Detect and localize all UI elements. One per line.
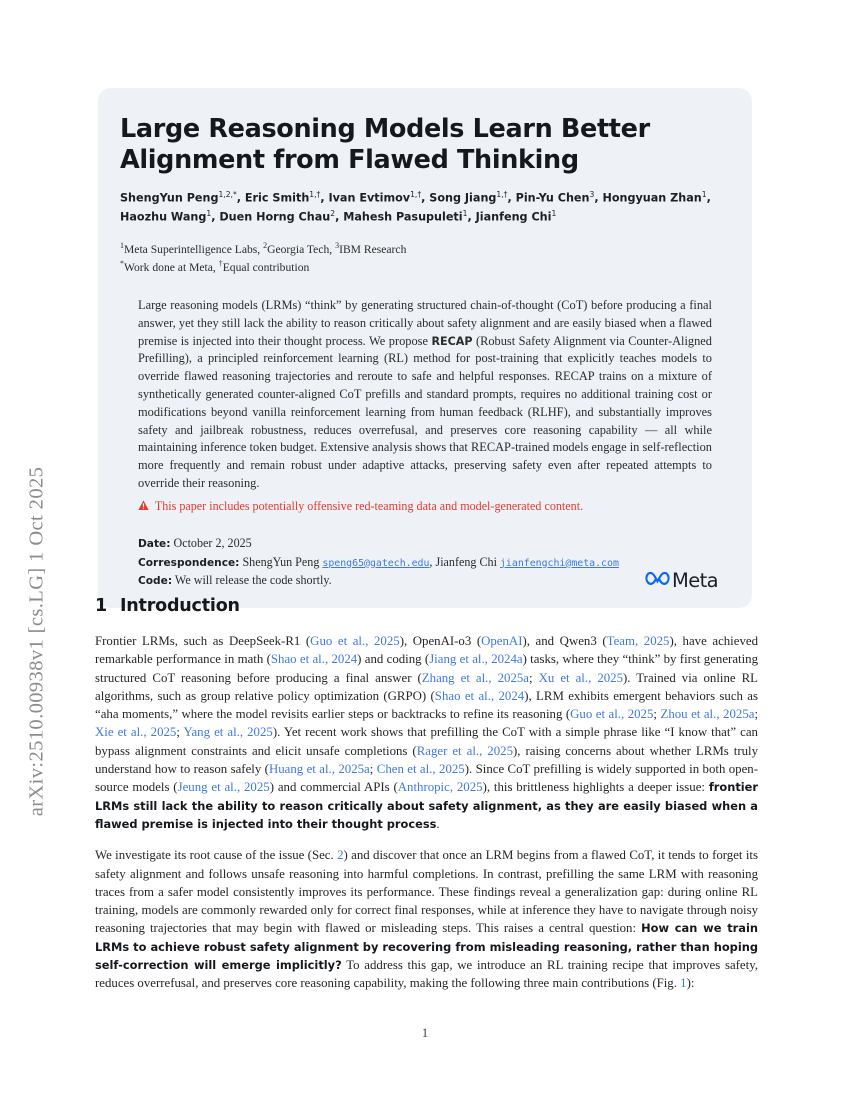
date-row xyxy=(138,534,712,553)
correspondence-name-2: Jianfeng Chi xyxy=(435,554,497,569)
affiliations: $^1$Meta Superintelligence Labs, $^2$Georgia Tech, $^3$IBM Research xyxy=(120,240,407,256)
section-title: Introduction xyxy=(119,596,240,616)
meta-infinity-icon xyxy=(645,570,670,592)
author-list: ShengYun Peng$^{1,2,*}$, Eric Smith$^{1,\dagger}$, Ivan Evtimov$^{1,\dagger}$, Song Jiang$^{1,\dagger}$, Pin-Yu Chen$^3$, Hongyuan Zhan$^1$, Haozhu Wang$^1$, Duen Horng Chau$^2$, Mahesh Pasupuleti$^1$, Jianfeng Chi$^1$ xyxy=(120,190,711,224)
body-content xyxy=(95,596,758,1006)
meta-wordmark: Meta xyxy=(671,569,718,593)
intro-paragraph-1: Frontier LRMs, such as DeepSeek-R1 (Guo et al., 2025), OpenAI-o3 (OpenAI), and Qwen3 (Team, 2025), have achieved remarkable performance in math (Shao et al., 2024) and coding (Jiang et al., 2024a) tasks, where they “think” by first generating structured CoT reasoning before producing a final answer (Zhang et al., 2025a; Xu et al., 2025). Trained via online RL algorithms, such as group relative policy optimization (GRPO) (Shao et al., 2024), LRM exhibits emergent behaviors such as “aha moments,” where the model revisits earlier steps or backtracks to refine its reasoning (Guo et al., 2025; Zhou et al., 2025a; Xie et al., 2025; Yang et al., 2025). Yet recent work shows that prefilling the CoT with a simple phrase like “I know that” can bypass alignment constraints and elicit unsafe completions (Rager et al., 2025), raising concerns about whether LRMs truly understand how to reason safely (Huang et al., 2025a; Chen et al., 2025). Since CoT prefilling is widely supported in both open-source models (Jeung et al., 2025) and commercial APIs (Anthropic, 2025), this brittleness highlights a deeper issue: frontier LRMs still lack the ability to reason critically about safety alignment, as they are easily biased when a flawed premise is injected into their thought process. xyxy=(95,634,759,831)
content-warning xyxy=(138,498,712,515)
paper-metadata-block xyxy=(120,534,730,591)
abstract-block xyxy=(120,297,730,515)
intro-paragraph-2: We investigate its root cause of the issue (Sec. 2) and discover that once an LRM begins from a flawed CoT, it tends to forget its safety alignment and follows unsafe reasoning into harmful completions. In contrast, prefilling the same LRM with reasoning traces from a safer model consistently improves its performance. These findings reveal a generalization gap: during online RL training, models are commonly rewarded only for correct final responses, while at inference they have to navigate through noisy reasoning trajectories that may begin with flawed or misleading steps. This raises a central question: How can we train LRMs to achieve robust safety alignment by recovering from misleading reasoning, rather than hoping self-correction will emerge implicitly? To address this gap, we introduce an RL training recipe that improves safety, reduces overrefusal, and preserves core reasoning capability, making the following three main contributions (Fig. 1): xyxy=(95,848,758,991)
correspondence-row xyxy=(138,553,712,572)
section-number: 1 xyxy=(95,596,107,616)
arxiv-identifier-stamp: arXiv:2510.00938v1 [cs.LG] 1 Oct 2025 xyxy=(25,466,48,817)
paper-header-panel xyxy=(98,88,752,608)
warning-triangle-icon xyxy=(138,499,149,516)
code-value: We will release the code shortly. xyxy=(174,573,332,588)
code-label: Code: xyxy=(138,575,173,588)
correspondence-email-link-2[interactable]: jianfengchi@meta.com xyxy=(499,557,619,569)
meta-logo xyxy=(645,569,718,592)
correspondence-label: Correspondence: xyxy=(138,556,240,569)
date-label: Date: xyxy=(138,537,171,550)
correspondence-email-link-1[interactable]: speng65@gatech.edu xyxy=(322,557,430,569)
code-row xyxy=(138,571,712,590)
section-heading xyxy=(95,596,758,616)
abstract-text: Large reasoning models (LRMs) “think” by generating structured chain-of-thought (CoT) before producing a final answer, yet they still lack the ability to reason critically about safety alignment and are easily biased when a flawed premise is injected into their thought process. We propose RECAP (Robust Safety Alignment via Counter-Aligned Prefilling), a principled reinforcement learning (RL) method for post-training that explicitly teaches models to override flawed reasoning trajectories and reroute to safe and helpful responses. RECAP trains on a mixture of synthetically generated counter-aligned CoT prefills and standard prompts, requires no additional training cost or modifications beyond vanilla reinforcement learning from human feedback (RLHF), and substantially improves safety and jailbreak robustness, reduces overrefusal, and preserves core reasoning capability — all while maintaining inference token budget. Extensive analysis shows that RECAP-trained models engage in self-reflection more frequently and remain robust under adaptive attacks, preserving safety even after repeated attempts to override their reasoning. xyxy=(138,298,712,490)
author-footnote: *Work done at Meta, †Equal contribution xyxy=(120,259,310,275)
date-value: October 2, 2025 xyxy=(173,535,252,550)
correspondence-name-1: ShengYun Peng xyxy=(242,554,320,569)
correspondence-separator: , xyxy=(429,554,433,569)
page-number: 1 xyxy=(421,1026,429,1040)
page-title: Large Reasoning Models Learn Better Alignment from Flawed Thinking xyxy=(120,114,650,175)
content-warning-text: This paper includes potentially offensive red-teaming data and model-generated content. xyxy=(154,498,584,513)
